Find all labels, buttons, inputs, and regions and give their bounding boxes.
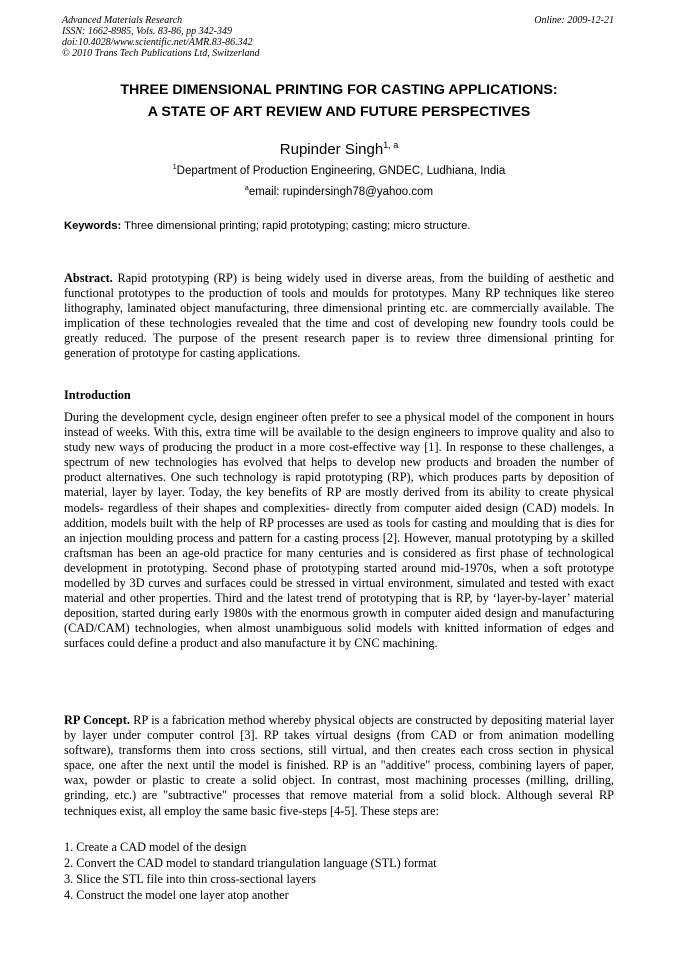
title-line-2: A STATE OF ART REVIEW AND FUTURE PERSPECTIVES xyxy=(147,104,531,120)
issn-line: ISSN: 1662-8985, Vols. 83-86, pp 342-349 xyxy=(62,26,232,37)
title-line-1: THREE DIMENSIONAL PRINTING FOR CASTING APPLICATIONS: xyxy=(120,82,558,98)
affiliation xyxy=(0,164,678,177)
email-line xyxy=(0,185,678,198)
abstract xyxy=(64,271,614,362)
step-item: 4. Construct the model one layer atop another xyxy=(64,888,289,902)
step-item: 2. Convert the CAD model to standard triangulation language (STL) format xyxy=(64,856,437,870)
journal-name: Advanced Materials Research xyxy=(62,15,183,26)
email-superscript: a xyxy=(244,185,249,192)
journal-header xyxy=(62,15,362,59)
author-name: Rupinder Singh xyxy=(279,141,384,158)
email-text: email: rupindersingh78@yahoo.com xyxy=(248,185,434,198)
step-item: 3. Slice the STL file into thin cross-sectional layers xyxy=(64,872,316,886)
abstract-label: Abstract. xyxy=(64,271,113,285)
abstract-text: Rapid prototyping (RP) is being widely used in diverse areas, from the building of aesthetic and functional prototypes to the production of tools and moulds for prototypes. Many RP techniques like stereo lithography, laminated object manufacturing, three dimensional printing etc. are commercially available. The implication of these technologies revealed that the time and cost of developing new foundry tools could be greatly reduced. The purpose of the present research paper is to review three dimensional printing for generation of prototype for casting applications. xyxy=(64,271,614,361)
online-date: Online: 2009-12-21 xyxy=(534,15,614,26)
step-item: 1. Create a CAD model of the design xyxy=(64,840,247,854)
author-line xyxy=(0,140,678,158)
introduction-heading: Introduction xyxy=(64,388,131,402)
doi-line: doi:10.4028/www.scientific.net/AMR.83-86.342 xyxy=(62,37,253,48)
introduction-body: During the development cycle, design engineer often prefer to see a physical model of the component in hours instead of weeks. With this, extra time will be available to the design engineers to improve quality and also to study new ways of producing the product in a more cost-effective way [1]. In response to these challenges, a spectrum of new technologies has evolved that helps to develop new products and broaden the number of product alternatives. One such technology is rapid prototyping (RP), which produces parts by deposition of material, layer by layer. Today, the key benefits of RP are mostly derived from its ability to create physical models- regardless of their shapes and complexities- directly from computer aided design (CAD) models. In addition, models built with the help of RP processes are used as tools for casting and moulding that is dies for an injection moulding process and pattern for a casting process [2]. However, manual prototyping by a skilled craftsman has been an age-old practice for many centuries and is considered as first phase of technological development in prototyping. Second phase of prototyping started around mid-1970s, when a soft prototype modelled by 3D curves and surfaces could be stressed in virtual environment, simulated and tested with exact material and other properties. Third and the latest trend of prototyping that is RP, by ‘layer-by-layer’ material deposition, started during early 1980s with the enormous growth in computer aided design and manufacturing (CAD/CAM) technologies, when almost unambiguous solid models with knitted information of edges and surfaces could define a product and also manufacture it by CNC machining. xyxy=(64,410,614,651)
copyright-line: © 2010 Trans Tech Publications Ltd, Switzerland xyxy=(62,48,260,59)
affiliation-superscript: 1 xyxy=(172,164,177,171)
keywords-label: Keywords: xyxy=(64,220,122,232)
paper-title xyxy=(40,79,638,123)
keywords-text: Three dimensional printing; rapid prototyping; casting; micro structure. xyxy=(121,220,471,232)
affiliation-text: Department of Production Engineering, GNDEC, Ludhiana, India xyxy=(176,164,506,177)
rp-concept-paragraph xyxy=(64,713,614,819)
rp-concept-label: RP Concept. xyxy=(64,713,130,727)
rp-concept-text: RP is a fabrication method whereby physical objects are constructed by depositing material layer by layer under computer control [3]. RP takes virtual designs (from CAD or from animation modelling software), transforms them into cross sections, still virtual, and then creates each cross section in physical space, one after the next until the model is finished. RP is an "additive" process, combining layers of paper, wax, powder or plastic to create a solid object. In contrast, most machining processes (milling, drilling, grinding, etc.) are "subtractive" processes that remove material from a solid block. Although several RP techniques exist, all employ the same basic five-steps [4-5]. These steps are: xyxy=(64,713,614,818)
author-superscript: 1, a xyxy=(383,140,399,150)
keywords xyxy=(64,220,624,232)
